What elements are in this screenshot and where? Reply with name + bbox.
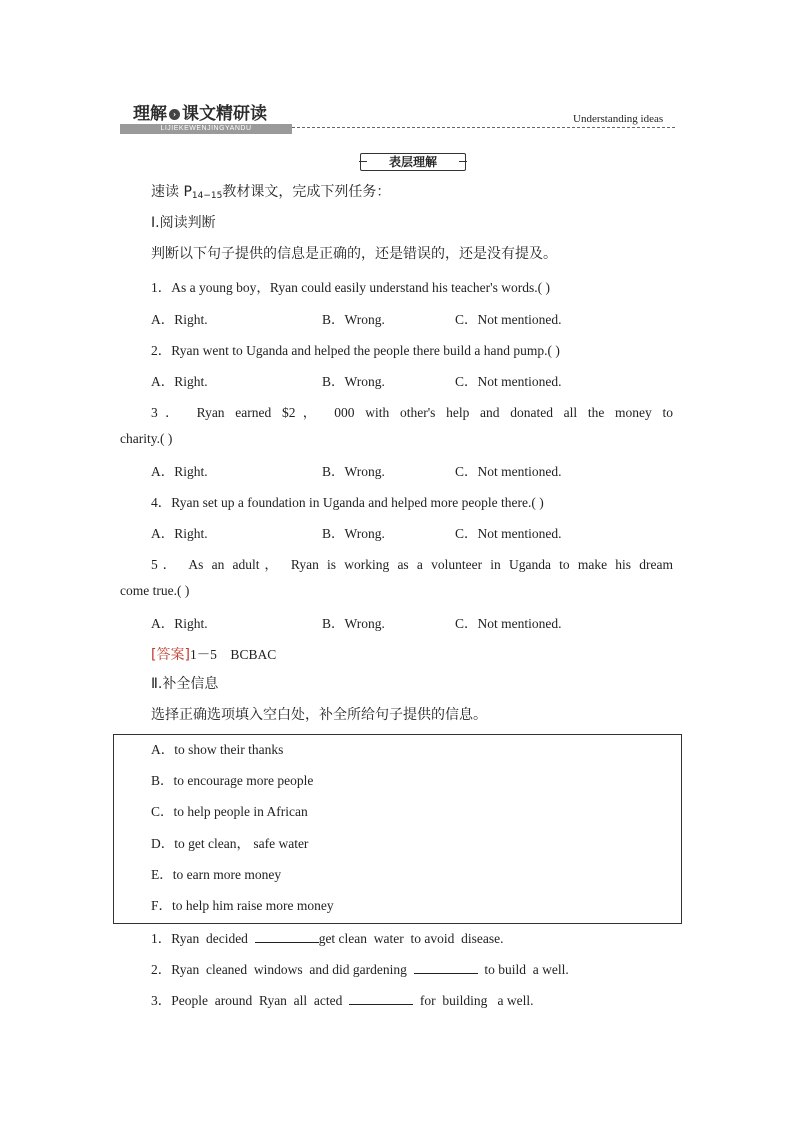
choice-a: A．to show their thanks — [151, 742, 284, 757]
fill-sentence-1-post: get clean water to avoid disease. — [318, 931, 504, 946]
q4-option-a: A．Right. — [151, 526, 208, 541]
q2-option-c: C．Not mentioned. — [455, 374, 562, 389]
q3-option-c: C．Not mentioned. — [455, 464, 562, 479]
q5-option-c: C．Not mentioned. — [455, 616, 562, 631]
fill-sentence-2 — [151, 958, 569, 978]
question-2: 2．Ryan went to Uganda and helped the people there build a hand pump.( ) — [151, 343, 560, 358]
part2-heading: Ⅱ.补全信息 — [151, 676, 219, 692]
q4-option-c: C．Not mentioned. — [455, 526, 562, 541]
q1-option-c: C．Not mentioned. — [455, 312, 562, 327]
question-3-line2: charity.( ) — [120, 431, 173, 446]
question-4: 4．Ryan set up a foundation in Uganda and helped more people there.( ) — [151, 495, 544, 510]
intro-suffix: 教材课文，完成下列任务： — [222, 184, 391, 200]
choice-f: F．to help him raise more money — [151, 898, 334, 913]
q3-option-b: B．Wrong. — [322, 464, 385, 479]
fill-sentence-2-post: to build a well. — [477, 962, 569, 977]
section-title — [133, 99, 267, 124]
fill-sentence-2-pre: 2．Ryan cleaned windows and did gardening — [151, 962, 414, 977]
header-divider — [292, 127, 675, 128]
choice-c: C．to help people in African — [151, 804, 308, 819]
fill-sentence-3 — [151, 989, 534, 1009]
answer-line — [151, 643, 276, 664]
answer-text: 1－5 BCBAC — [189, 647, 277, 662]
question-5-line2: come true.( ) — [120, 583, 190, 598]
question-1: 1．As a young boy，Ryan could easily understand his teacher's words.( ) — [151, 280, 550, 295]
choice-d: D．to get clean， safe water — [151, 836, 309, 851]
answer-blank[interactable] — [349, 992, 413, 1005]
section-title-sub: 课文精研读 — [182, 104, 267, 124]
q5-option-a: A．Right. — [151, 616, 208, 631]
section-english-title: Understanding ideas — [573, 113, 664, 125]
section-title-main: 理解 — [133, 104, 167, 124]
fill-sentence-3-pre: 3．People around Ryan all acted — [151, 993, 350, 1008]
task-intro — [151, 181, 390, 201]
fill-sentence-1-pre: 1．Ryan decided — [151, 931, 255, 946]
section-pinyin: LIJIEKEWENJINGYANDU — [120, 124, 292, 134]
intro-pages: 14−15 — [191, 191, 223, 201]
q4-option-b: B．Wrong. — [322, 526, 385, 541]
answer-tag: [答案] — [151, 647, 190, 663]
fill-sentence-3-post: for building a well. — [413, 993, 534, 1008]
choice-e: E．to earn more money — [151, 867, 282, 882]
q2-option-b: B．Wrong. — [322, 374, 385, 389]
intro-prefix: 速读 P — [151, 184, 192, 200]
q1-option-a: A．Right. — [151, 312, 208, 327]
answer-blank[interactable] — [414, 961, 478, 974]
part1-heading: Ⅰ.阅读判断 — [151, 215, 216, 231]
q1-option-b: B．Wrong. — [322, 312, 385, 327]
q2-option-a: A．Right. — [151, 374, 208, 389]
choice-b: B．to encourage more people — [151, 773, 314, 788]
q3-option-a: A．Right. — [151, 464, 208, 479]
question-3-line1: 3． Ryan earned $2， 000 with other's help and donated all the money to — [151, 405, 673, 420]
section-badge: 表层理解 — [360, 153, 466, 171]
q5-option-b: B．Wrong. — [322, 616, 385, 631]
fill-sentence-1 — [151, 927, 504, 947]
part2-instruction: 选择正确选项填入空白处，补全所给句子提供的信息。 — [151, 707, 487, 723]
part1-instruction: 判断以下句子提供的信息是正确的，还是错误的，还是没有提及。 — [151, 246, 557, 262]
question-5-line1: 5． As an adult， Ryan is working as a volunteer in Uganda to make his dream — [151, 557, 673, 572]
answer-blank[interactable] — [255, 930, 319, 943]
arrow-icon: › — [169, 109, 180, 120]
